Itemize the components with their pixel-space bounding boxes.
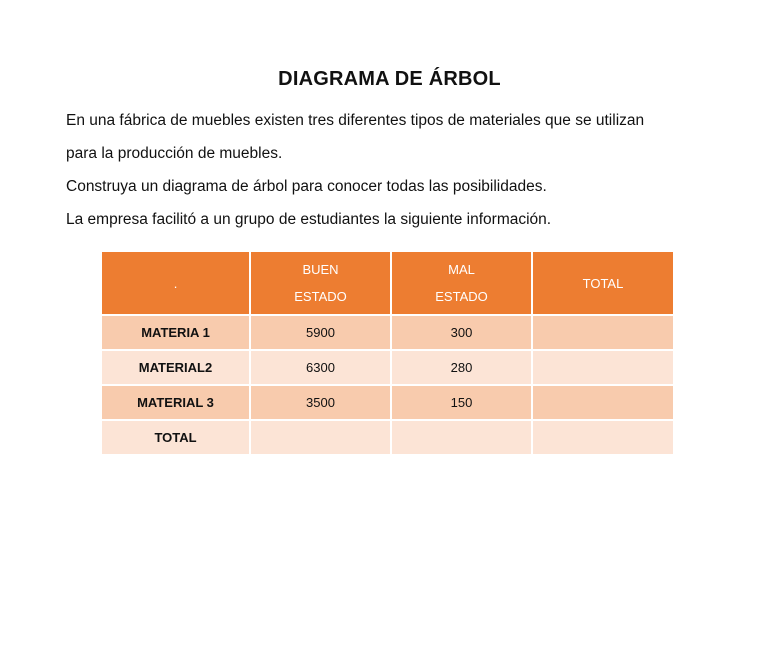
cell-buen: 5900 [250, 315, 391, 350]
paragraph-2: para la producción de muebles. [66, 145, 283, 162]
table-row [101, 385, 674, 420]
cell-mal: 300 [391, 315, 532, 350]
header-mal-line2: ESTADO [435, 289, 488, 304]
cell-buen: 3500 [250, 385, 391, 420]
row-label: TOTAL [101, 420, 250, 455]
materials-table [100, 250, 675, 456]
row-label: MATERIAL2 [101, 350, 250, 385]
table-row [101, 350, 674, 385]
page-title: DIAGRAMA DE ÁRBOL [278, 68, 501, 90]
header-buen-estado [250, 251, 391, 315]
cell-total [532, 420, 674, 455]
cell-mal: 150 [391, 385, 532, 420]
cell-mal: 280 [391, 350, 532, 385]
cell-total [532, 315, 674, 350]
table-row [101, 420, 674, 455]
header-total: TOTAL [532, 251, 674, 315]
header-buen-line2: ESTADO [294, 289, 347, 304]
cell-buen: 6300 [250, 350, 391, 385]
header-corner: . [101, 251, 250, 315]
row-label: MATERIA 1 [101, 315, 250, 350]
cell-mal [391, 420, 532, 455]
header-mal-estado [391, 251, 532, 315]
paragraph-4: La empresa facilitó a un grupo de estudiantes la siguiente información. [66, 211, 552, 228]
cell-buen [250, 420, 391, 455]
paragraph-1: En una fábrica de muebles existen tres diferentes tipos de materiales que se utilizan [66, 112, 645, 129]
table-header-row [101, 251, 674, 315]
cell-total [532, 385, 674, 420]
header-buen-line1: BUEN [302, 262, 339, 277]
table-row [101, 315, 674, 350]
header-mal-line1: MAL [448, 262, 475, 277]
row-label: MATERIAL 3 [101, 385, 250, 420]
cell-total [532, 350, 674, 385]
paragraph-3: Construya un diagrama de árbol para conocer todas las posibilidades. [66, 178, 547, 195]
